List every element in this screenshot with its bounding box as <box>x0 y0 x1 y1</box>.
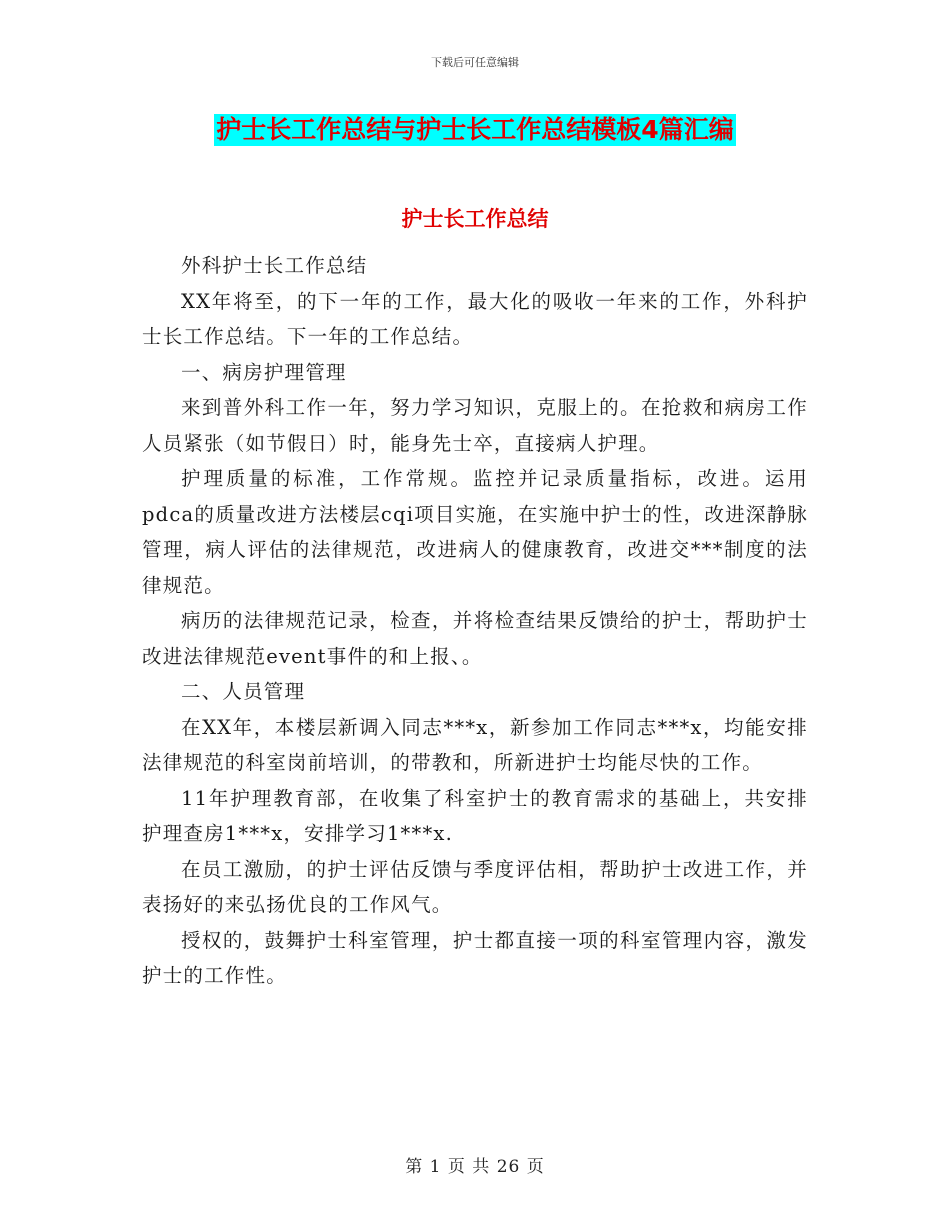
page-header-note: 下载后可任意编辑 <box>431 56 519 69</box>
section-title: 护士长工作总结 <box>401 207 549 231</box>
paragraph: 授权的，鼓舞护士科室管理，护士都直接一项的科室管理内容，激发护士的工作性。 <box>142 928 808 987</box>
paragraph: 病历的法律规范记录，检查，并将检查结果反馈给的护士，帮助护士改进法律规范event事件的和上报、。 <box>142 609 808 668</box>
document-title-container <box>0 114 950 146</box>
page-number-footer: 第 1 页 共 26 页 <box>405 1157 545 1177</box>
paragraph-heading: 一、病房护理管理 <box>181 360 347 384</box>
paragraph: 在员工激励，的护士评估反馈与季度评估相，帮助护士改进工作，并表扬好的来弘扬优良的工作风气。 <box>142 857 808 916</box>
paragraph: 11年护理教育部，在收集了科室护士的教育需求的基础上，共安排护理查房1***x，安排学习1***x. <box>142 786 808 845</box>
paragraph: XX年将至，的下一年的工作，最大化的吸收一年来的工作，外科护士长工作总结。下一年的工作总结。 <box>142 289 808 348</box>
paragraph-heading: 二、人员管理 <box>181 680 306 703</box>
document-body <box>142 248 808 994</box>
document-title: 护士长工作总结与护士长工作总结模板4篇汇编 <box>216 115 734 144</box>
paragraph: 来到普外科工作一年，努力学习知识，克服上的。在抢救和病房工作人员紧张（如节假日）时，能身先士卒，直接病人护理。 <box>142 396 808 455</box>
paragraph: 护理质量的标准，工作常规。监控并记录质量指标，改进。运用pdca的质量改进方法楼层cqi项目实施，在实施中护士的性，改进深静脉管理，病人评估的法律规范，改进病人的健康教育，改进交***制度的法律规范。 <box>142 467 808 597</box>
paragraph: 在XX年，本楼层新调入同志***x，新参加工作同志***x，均能安排法律规范的科室岗前培训，的带教和，所新进护士均能尽快的工作。 <box>142 715 808 774</box>
paragraph: 外科护士长工作总结 <box>181 254 368 277</box>
